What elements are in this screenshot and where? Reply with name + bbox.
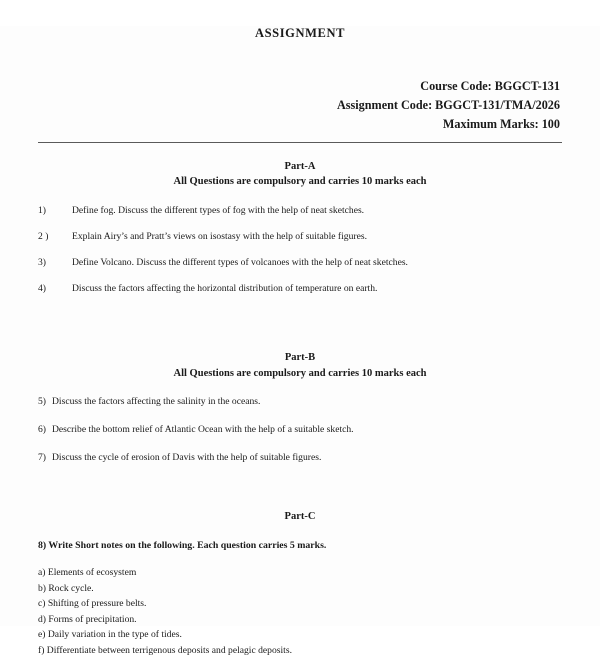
list-item: b) Rock cycle. — [38, 582, 94, 594]
question-text: Define Volcano. Discuss the different types of volcanoes with the help of neat sketches. — [72, 257, 408, 269]
assignment-code: Assignment Code: BGGCT-131/TMA/2026 — [337, 97, 560, 112]
question-item — [38, 451, 562, 465]
document-page — [0, 26, 600, 656]
question-text: Discuss the factors affecting the horizontal distribution of temperature on earth. — [72, 282, 378, 294]
question-item — [38, 230, 562, 244]
part-c-subquestion-list — [38, 565, 562, 658]
part-c-intro: 8) Write Short notes on the following. Each question carries 5 marks. — [38, 539, 327, 551]
question-number: 3) — [38, 257, 46, 269]
question-text: Define fog. Discuss the different types of fog with the help of neat sketches. — [72, 205, 365, 217]
question-text: Discuss the factors affecting the salinity in the oceans. — [52, 396, 261, 408]
list-item: f) Differentiate between terrigenous deposits and pelagic deposits. — [38, 644, 292, 656]
list-item: d) Forms of precipitation. — [38, 613, 137, 625]
question-item — [38, 282, 562, 296]
question-text: Discuss the cycle of erosion of Davis with the help of suitable figures. — [52, 452, 322, 464]
question-number: 2 ) — [38, 231, 49, 243]
question-item — [38, 423, 562, 437]
part-b-question-list — [38, 395, 562, 465]
question-text: Explain Airy’s and Pratt’s views on isostasy with the help of suitable figures. — [72, 231, 367, 243]
section-spacer — [38, 308, 562, 334]
part-b-subheading: All Questions are compulsory and carries 10 marks each — [173, 367, 427, 379]
part-a-question-list — [38, 204, 562, 296]
section-spacer — [38, 479, 562, 493]
list-item: a) Elements of ecosystem — [38, 567, 137, 579]
part-a-heading: Part-A — [284, 160, 316, 172]
question-number: 5) — [38, 396, 46, 408]
part-a-subheading: All Questions are compulsory and carries 10 marks each — [173, 176, 427, 188]
horizontal-divider — [38, 142, 562, 143]
question-number: 6) — [38, 424, 46, 436]
question-item — [38, 204, 562, 218]
question-text: Describe the bottom relief of Atlantic Ocean with the help of a suitable sketch. — [52, 424, 354, 436]
part-c-heading: Part-C — [284, 511, 316, 523]
assignment-meta — [38, 77, 562, 134]
list-item: e) Daily variation in the type of tides. — [38, 629, 182, 641]
list-item: c) Shifting of pressure belts. — [38, 598, 147, 610]
question-number: 4) — [38, 282, 46, 294]
maximum-marks: Maximum Marks: 100 — [442, 116, 560, 131]
question-number: 1) — [38, 205, 46, 217]
question-item — [38, 395, 562, 409]
course-code: Course Code: BGGCT-131 — [420, 79, 560, 93]
question-number: 7) — [38, 452, 46, 464]
page-title: ASSIGNMENT — [254, 26, 346, 40]
question-item — [38, 256, 562, 270]
part-b-heading: Part-B — [284, 351, 316, 363]
